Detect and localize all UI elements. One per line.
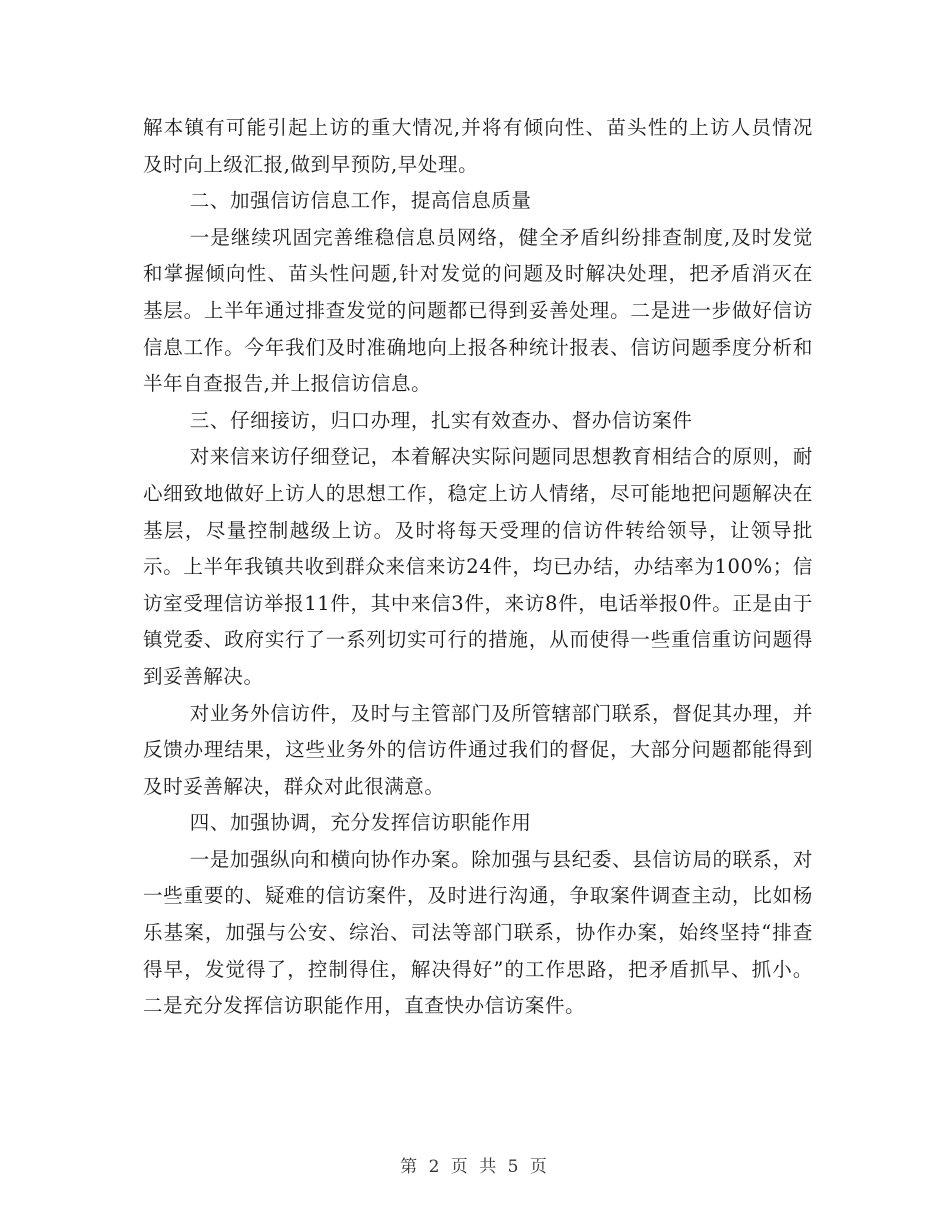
section-heading-2: 二、加强信访信息工作，提高信息质量	[189, 189, 532, 213]
section-heading-3: 三、仔细接访，归口办理，扎实有效查办、督办信访案件	[189, 408, 693, 432]
paragraph-info-network: 一是继续巩固完善维稳信息员网络，健全矛盾纠纷排查制度,及时发觉和掌握倾向性、苗头性问题,针对发觉的问题及时解决处理，把矛盾消灭在基层。上半年通过排查发觉的问题都已得到妥善处理。二是进一步做好信访信息工作。今年我们及时准确地向上报各种统计报表、信访问题季度分析和半年自查报告,并上报信访信息。	[143, 225, 813, 396]
paragraph-coordination: 一是加强纵向和横向协作办案。除加强与县纪委、县信访局的联系，对一些重要的、疑难的信访案件，及时进行沟通，争取案件调查主动，比如杨乐基案，加强与公安、综治、司法等部门联系，协作办案，始终坚持“排查得早，发觉得了，控制得住，解决得好”的工作思路，把矛盾抓早、抓小。二是充分发挥信访职能作用，直查快办信访案件。	[143, 847, 813, 1018]
paragraph-visit-registration: 对来信来访仔细登记，本着解决实际问题同思想教育相结合的原则，耐心细致地做好上访人的思想工作，稳定上访人情绪，尽可能地把问题解决在基层，尽量控制越级上访。及时将每天受理的信访件转给领导，让领导批示。上半年我镇共收到群众来信来访24件，均已办结，办结率为100%；信访室受理信访举报11件，其中来信3件，来访8件，电话举报0件。正是由于镇党委、政府实行了一系列切实可行的措施，从而使得一些重信重访问题得到妥善解决。	[143, 445, 813, 688]
page-number-footer: 第 2 页 共 5 页	[400, 1157, 550, 1177]
section-heading-4: 四、加强协调，充分发挥信访职能作用	[189, 811, 532, 835]
document-body	[143, 110, 813, 1025]
paragraph-continuation: 解本镇有可能引起上访的重大情况,并将有倾向性、苗头性的上访人员情况及时向上级汇报,做到早预防,早处理。	[143, 116, 813, 176]
paragraph-external-cases: 对业务外信访件，及时与主管部门及所管辖部门联系，督促其办理，并反馈办理结果，这些业务外的信访件通过我们的督促，大部分问题都能得到及时妥善解决，群众对此很满意。	[143, 701, 813, 798]
